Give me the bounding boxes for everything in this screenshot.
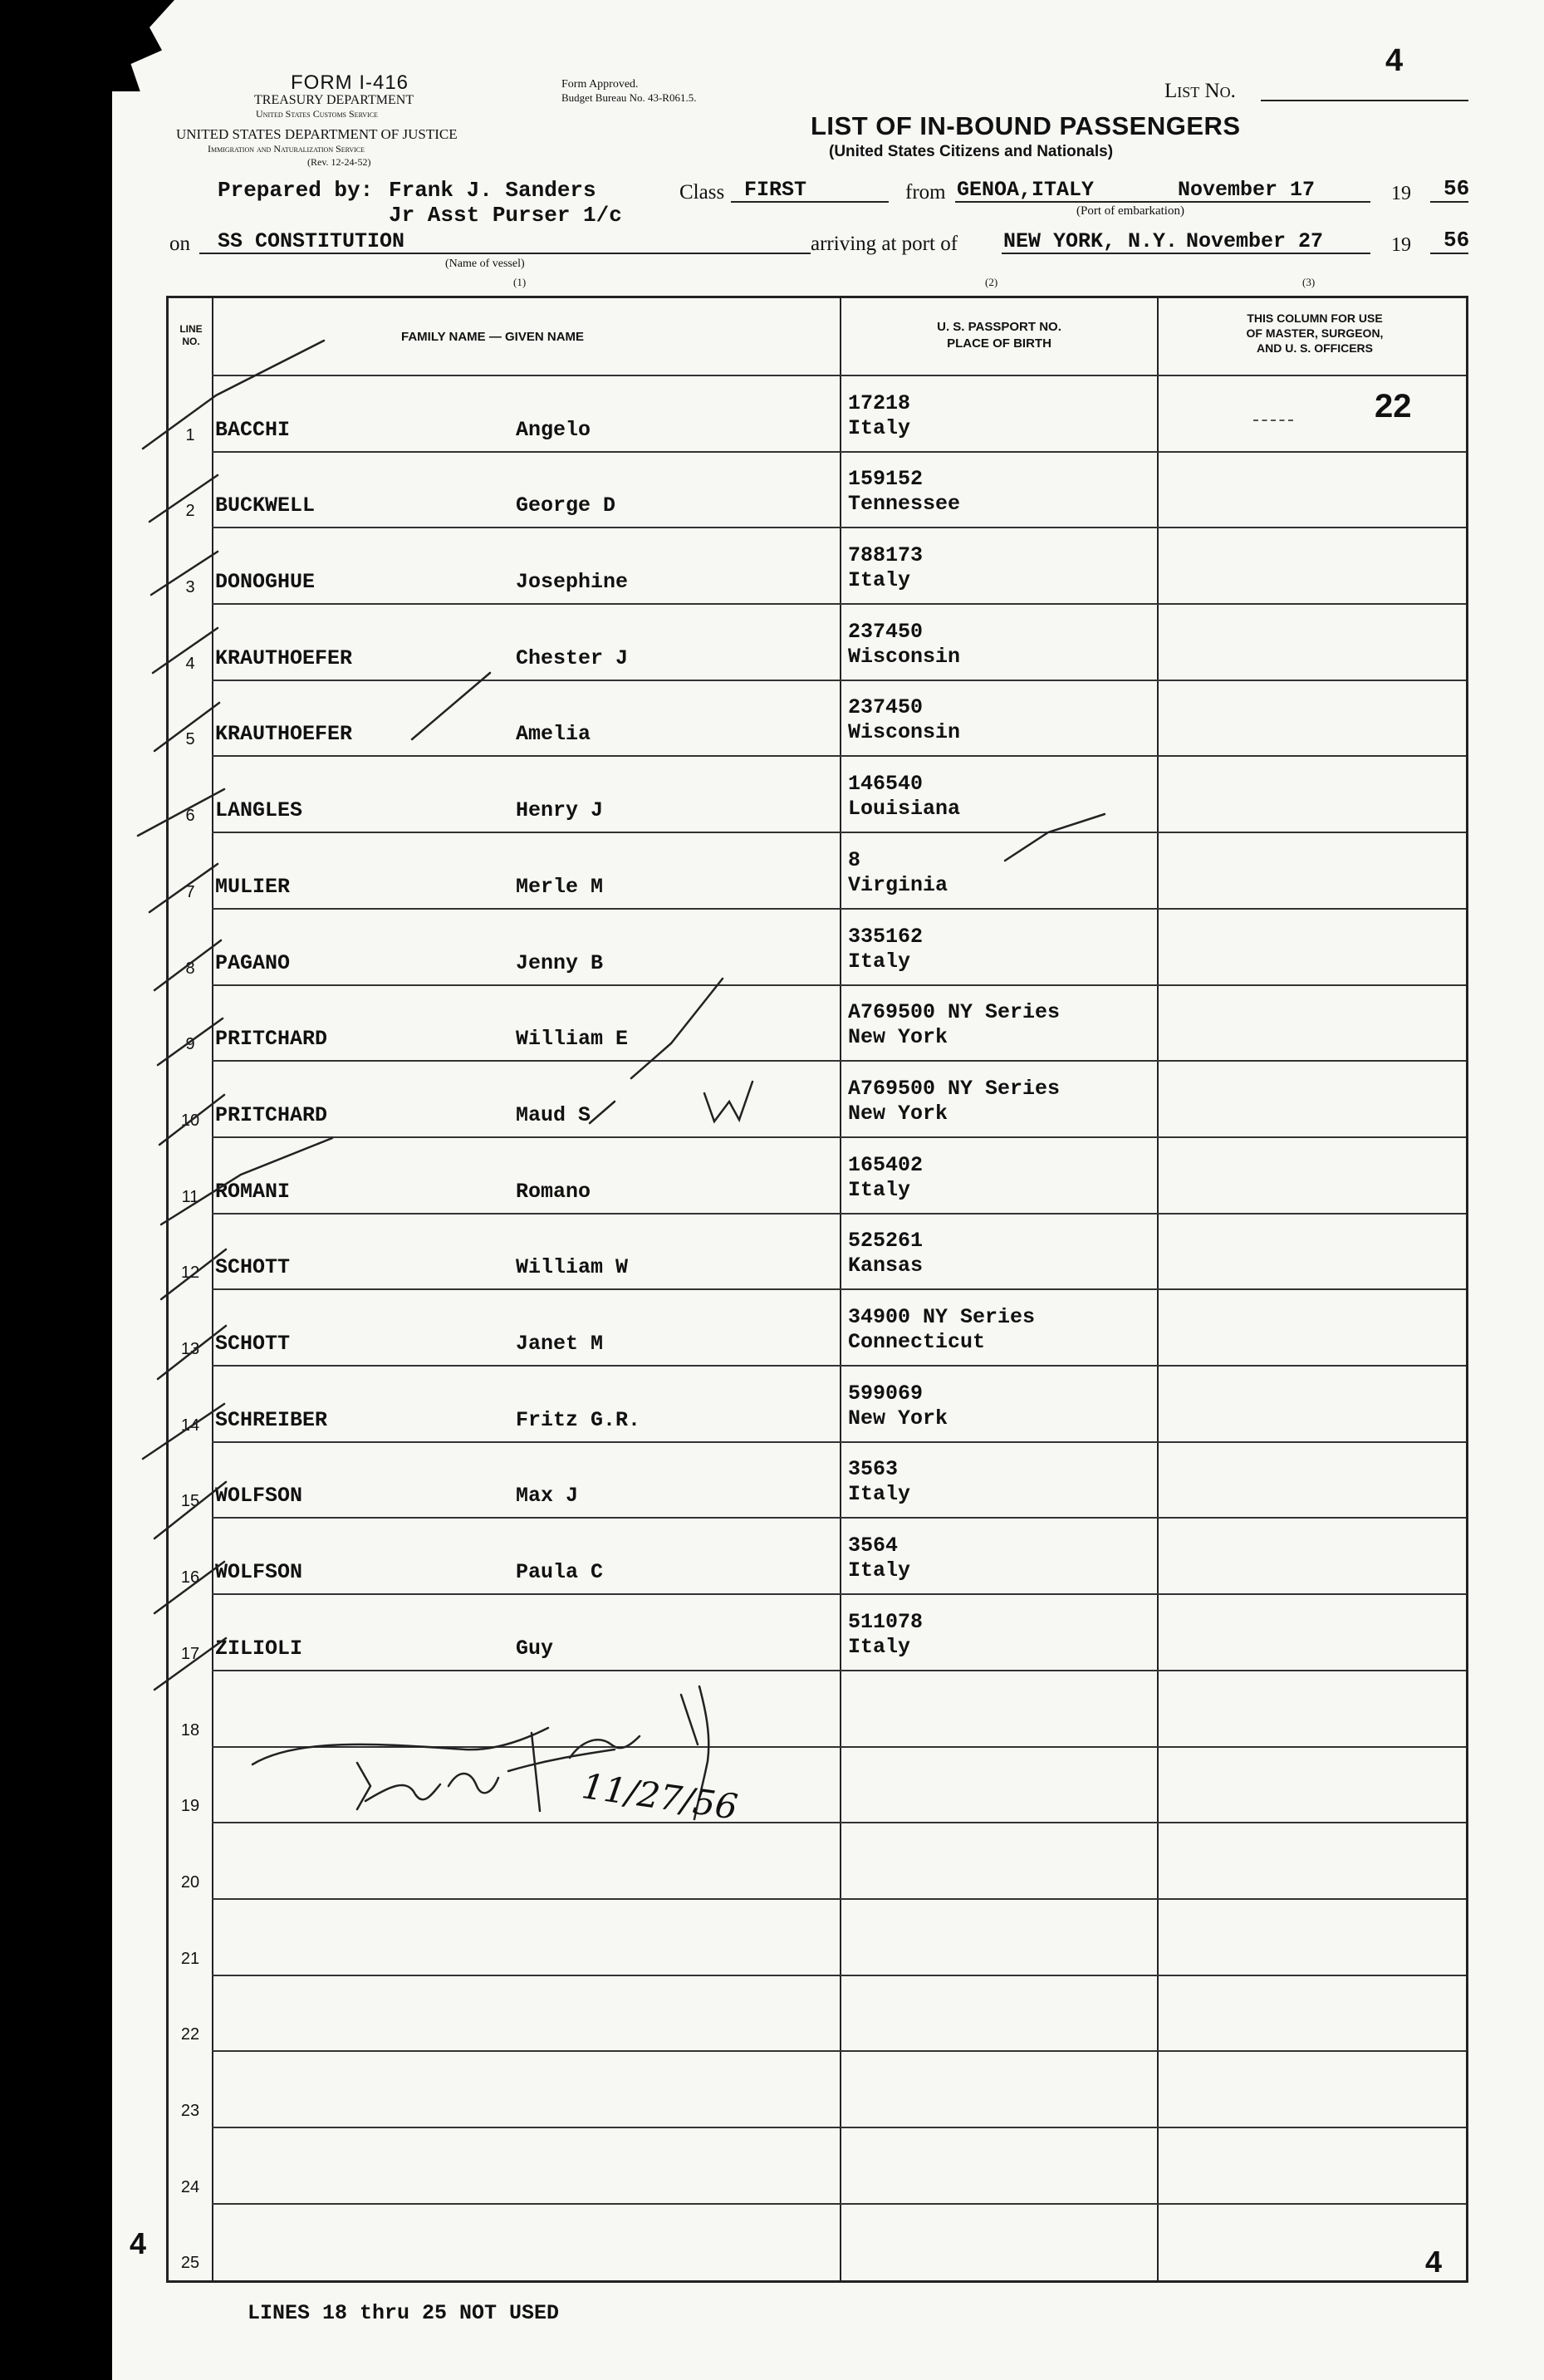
form-number: FORM I-416 bbox=[291, 71, 409, 94]
line-number: 20 bbox=[180, 1872, 200, 1892]
check-mark bbox=[412, 673, 490, 739]
passport-number: A769500 NY Series bbox=[848, 1076, 1061, 1101]
document-subtitle: (United States Citizens and Nationals) bbox=[829, 143, 1114, 160]
place-of-birth: Kansas bbox=[848, 1254, 924, 1278]
passport-number: 17218 bbox=[848, 390, 911, 415]
line-number: 3 bbox=[185, 578, 195, 597]
family-name: WOLFSON bbox=[215, 1560, 303, 1585]
line-number: 16 bbox=[180, 1568, 200, 1587]
place-of-birth: Italy bbox=[848, 1177, 911, 1202]
family-name: PAGANO bbox=[215, 950, 291, 975]
pen-stroke bbox=[704, 1082, 752, 1121]
footer-note: LINES 18 thru 25 NOT USED bbox=[248, 2301, 560, 2325]
line-number: 4 bbox=[185, 654, 195, 673]
given-name: Angelo bbox=[516, 417, 591, 442]
place-of-birth: Louisiana bbox=[848, 797, 961, 822]
given-name: Chester J bbox=[516, 645, 629, 670]
family-name: LANGLES bbox=[215, 798, 303, 823]
passport-number: 599069 bbox=[848, 1381, 924, 1406]
vessel-caption: (Name of vessel) bbox=[445, 258, 525, 270]
family-name: KRAUTHOEFER bbox=[215, 722, 353, 747]
family-name: BACCHI bbox=[215, 417, 291, 442]
from-year: 56 bbox=[1444, 176, 1470, 201]
given-name: Max J bbox=[516, 1484, 579, 1509]
check-mark bbox=[153, 628, 218, 673]
line-number: 11 bbox=[181, 1187, 199, 1206]
page-number: 4 bbox=[1385, 43, 1404, 78]
from-label: from bbox=[905, 181, 946, 204]
pen-stroke bbox=[1005, 814, 1105, 861]
family-name: PRITCHARD bbox=[215, 1027, 328, 1052]
family-name: ZILIOLI bbox=[215, 1636, 303, 1661]
given-name: Jenny B bbox=[516, 950, 604, 975]
column-number-1: (1) bbox=[513, 276, 527, 288]
col-header-name: FAMILY NAME — GIVEN NAME bbox=[401, 330, 585, 344]
given-name: Paula C bbox=[516, 1560, 604, 1585]
passport-number: 788173 bbox=[848, 543, 924, 568]
given-name: Henry J bbox=[516, 798, 604, 823]
place-of-birth: New York bbox=[848, 1101, 948, 1126]
passport-number: A769500 NY Series bbox=[848, 1000, 1061, 1025]
document-title: LIST OF IN-BOUND PASSENGERS bbox=[811, 111, 1241, 140]
check-mark bbox=[138, 789, 224, 836]
family-name: SCHOTT bbox=[215, 1255, 291, 1280]
form-dept-customs: United States Customs Service bbox=[256, 108, 378, 120]
passport-number: 237450 bbox=[848, 695, 924, 720]
port-caption: (Port of embarkation) bbox=[1076, 204, 1184, 218]
form-approved: Form Approved. bbox=[561, 78, 639, 91]
family-name: PRITCHARD bbox=[215, 1102, 328, 1127]
officer-count: 22 bbox=[1375, 388, 1412, 424]
passport-number: 34900 NY Series bbox=[848, 1305, 1036, 1330]
place-of-birth: New York bbox=[848, 1025, 948, 1050]
line-number: 19 bbox=[180, 1797, 200, 1816]
line-number: 5 bbox=[185, 730, 195, 749]
place-of-birth: New York bbox=[848, 1406, 948, 1430]
place-of-birth: Italy bbox=[848, 1634, 911, 1659]
given-name: Romano bbox=[516, 1179, 591, 1204]
col-header-passport: U. S. PASSPORT NO. bbox=[937, 320, 1061, 334]
class-label: Class bbox=[679, 181, 725, 204]
place-of-birth: Italy bbox=[848, 949, 911, 974]
line-number: 18 bbox=[180, 1720, 200, 1740]
line-number: 6 bbox=[185, 807, 195, 826]
given-name: Guy bbox=[516, 1636, 554, 1661]
given-name: George D bbox=[516, 493, 616, 518]
place-of-birth: Wisconsin bbox=[848, 644, 961, 669]
passport-number: 146540 bbox=[848, 772, 924, 797]
prepared-by-title: Jr Asst Purser 1/c bbox=[389, 203, 622, 228]
form-dept-justice: UNITED STATES DEPARTMENT OF JUSTICE bbox=[176, 126, 458, 142]
check-marks bbox=[138, 341, 1105, 1690]
from-port: GENOA,ITALY bbox=[957, 178, 1095, 202]
line-number: 9 bbox=[185, 1035, 195, 1054]
budget-bureau: Budget Bureau No. 43-R061.5. bbox=[561, 91, 697, 104]
line-number: 24 bbox=[180, 2177, 200, 2196]
check-mark bbox=[158, 1018, 223, 1065]
family-name: KRAUTHOEFER bbox=[215, 645, 353, 670]
col-header-officers-3: AND U. S. OFFICERS bbox=[1256, 341, 1373, 355]
place-of-birth: Italy bbox=[848, 415, 911, 440]
place-of-birth: Italy bbox=[848, 1482, 911, 1507]
place-of-birth: Connecticut bbox=[848, 1330, 986, 1355]
column-number-2: (2) bbox=[985, 276, 998, 288]
passport-number: 511078 bbox=[848, 1609, 924, 1634]
check-mark bbox=[159, 1095, 224, 1145]
line-number: 14 bbox=[180, 1416, 200, 1435]
arrival-year: 56 bbox=[1444, 228, 1470, 253]
arrival-date: November 27 bbox=[1186, 229, 1324, 253]
check-mark bbox=[161, 1138, 332, 1224]
line-number: 1 bbox=[185, 425, 195, 444]
place-of-birth: Wisconsin bbox=[848, 720, 961, 745]
place-of-birth: Virginia bbox=[848, 872, 948, 897]
line-number: 2 bbox=[185, 502, 195, 521]
arriving-label: arriving at port of bbox=[811, 233, 958, 255]
on-label: on bbox=[169, 233, 190, 255]
margin-page-number-left: 4 bbox=[130, 2226, 147, 2260]
check-mark bbox=[161, 1249, 226, 1299]
place-of-birth: Italy bbox=[848, 1558, 911, 1583]
check-mark bbox=[151, 552, 218, 595]
check-mark bbox=[154, 703, 219, 751]
column-number-3: (3) bbox=[1302, 276, 1316, 288]
line-number: 17 bbox=[180, 1644, 200, 1663]
given-name: William E bbox=[516, 1027, 629, 1052]
passport-number: 165402 bbox=[848, 1152, 924, 1177]
given-name: Merle M bbox=[516, 874, 604, 899]
given-name: William W bbox=[516, 1255, 629, 1280]
place-of-birth: Italy bbox=[848, 568, 911, 593]
family-name: DONOGHUE bbox=[215, 570, 316, 595]
passport-number: 159152 bbox=[848, 467, 924, 492]
check-mark bbox=[143, 1404, 224, 1459]
col-header-birthplace: PLACE OF BIRTH bbox=[947, 336, 1051, 351]
list-no-label: List No. bbox=[1164, 80, 1236, 102]
col-header-officers-2: OF MASTER, SURGEON, bbox=[1246, 326, 1384, 340]
line-number: 23 bbox=[180, 2102, 200, 2121]
check-mark bbox=[158, 1326, 226, 1379]
form-dept-treasury: TREASURY DEPARTMENT bbox=[254, 93, 414, 107]
check-mark bbox=[154, 1562, 224, 1613]
vessel-name: SS CONSTITUTION bbox=[218, 229, 405, 253]
line-number: 12 bbox=[180, 1264, 200, 1283]
pen-stroke bbox=[590, 1102, 615, 1123]
line-number: 22 bbox=[180, 2025, 200, 2044]
passport-number: 237450 bbox=[848, 619, 924, 644]
check-mark bbox=[149, 864, 218, 912]
line-number: 8 bbox=[185, 959, 195, 978]
line-number: 10 bbox=[180, 1111, 200, 1130]
pen-stroke bbox=[631, 979, 723, 1078]
margin-page-number-right: 4 bbox=[1425, 2245, 1443, 2279]
line-number: 7 bbox=[185, 882, 195, 901]
passport-number: 3564 bbox=[848, 1534, 899, 1558]
from-year-prefix: 19 bbox=[1391, 183, 1411, 204]
passport-number: 3563 bbox=[848, 1457, 899, 1482]
line-number: 25 bbox=[180, 2254, 200, 2273]
passport-number: 525261 bbox=[848, 1229, 924, 1254]
arrival-year-prefix: 19 bbox=[1391, 234, 1411, 256]
line-number: 13 bbox=[180, 1340, 200, 1359]
family-name: BUCKWELL bbox=[215, 493, 316, 518]
col-header-officers-1: THIS COLUMN FOR USE bbox=[1247, 312, 1383, 325]
check-mark bbox=[154, 1482, 226, 1538]
family-name: ROMANI bbox=[215, 1179, 291, 1204]
family-name: SCHOTT bbox=[215, 1332, 291, 1357]
given-name: Amelia bbox=[516, 722, 591, 747]
place-of-birth: Tennessee bbox=[848, 492, 961, 517]
given-name: Maud S bbox=[516, 1102, 591, 1127]
form-revision: (Rev. 12-24-52) bbox=[307, 156, 371, 168]
family-name: SCHREIBER bbox=[215, 1407, 328, 1432]
prepared-by-label: Prepared by: bbox=[218, 178, 374, 203]
arrival-port: NEW YORK, N.Y. bbox=[1003, 229, 1179, 253]
passport-number: 8 bbox=[848, 847, 861, 872]
check-mark bbox=[143, 341, 324, 449]
passport-number: 335162 bbox=[848, 924, 924, 949]
family-name: WOLFSON bbox=[215, 1484, 303, 1509]
check-mark bbox=[154, 1638, 226, 1690]
check-mark bbox=[154, 940, 221, 990]
given-name: Josephine bbox=[516, 570, 629, 595]
given-name: Fritz G.R. bbox=[516, 1407, 641, 1432]
class-value: FIRST bbox=[744, 178, 807, 202]
signature-date: 11/27/56 bbox=[579, 1765, 741, 1828]
from-date: November 17 bbox=[1178, 178, 1316, 202]
prepared-by-name: Frank J. Sanders bbox=[389, 178, 596, 203]
form-dept-ins: Immigration and Naturalization Service bbox=[208, 143, 365, 155]
line-number: 21 bbox=[180, 1949, 200, 1968]
col-header-line-no: LINE NO. bbox=[179, 323, 203, 347]
line-number: 15 bbox=[180, 1492, 200, 1511]
check-mark bbox=[149, 475, 218, 522]
given-name: Janet M bbox=[516, 1332, 604, 1357]
family-name: MULIER bbox=[215, 874, 291, 899]
